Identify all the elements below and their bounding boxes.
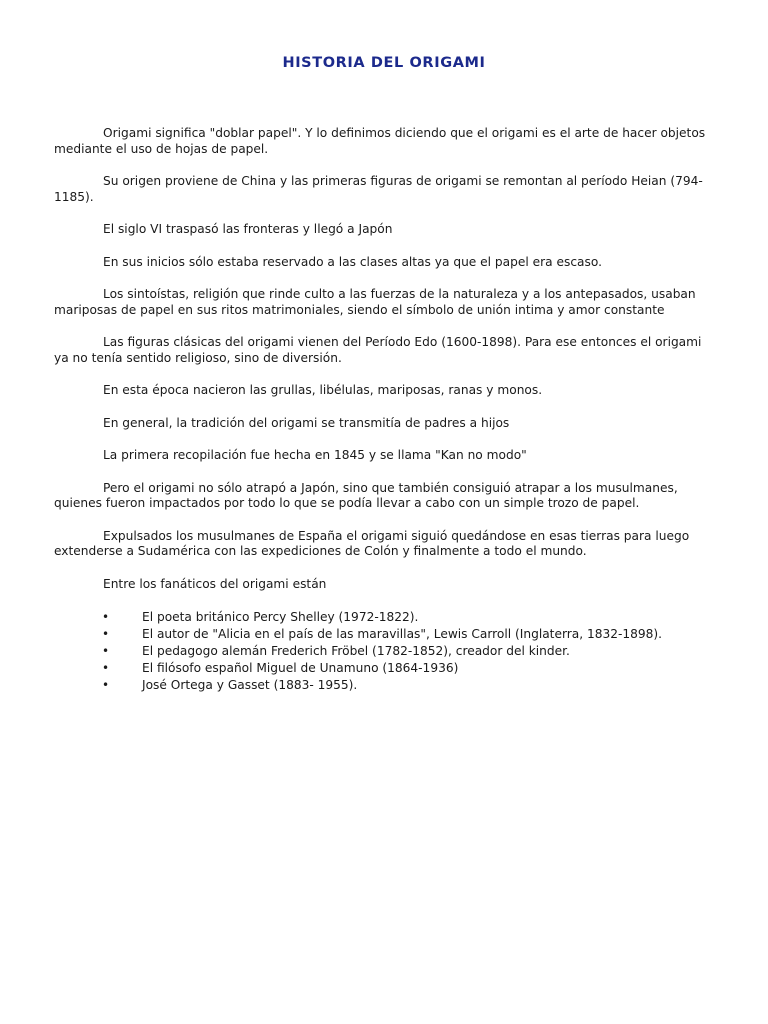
paragraph: En general, la tradición del origami se transmitía de padres a hijos	[103, 415, 510, 430]
list-item-text: El pedagogo alemán Frederich Fröbel (1782-1852), creador del kinder.	[142, 644, 570, 658]
bullet-icon: •	[102, 644, 110, 658]
paragraph: Los sintoístas, religión que rinde culto a las fuerzas de la naturaleza y a los antepasados, usaban mariposas de papel en sus ritos matrimoniales, siendo el símbolo de unión intima y amor constante	[54, 287, 696, 317]
origami-fans-list	[54, 609, 714, 694]
paragraph: Expulsados los musulmanes de España el origami siguió quedándose en esas tierras para luego extenderse a Sudamérica con las expediciones de Colón y finalmente a todo el mundo.	[54, 528, 690, 558]
paragraph: El siglo VI traspasó las fronteras y llegó a Japón	[103, 222, 393, 236]
list-item	[54, 660, 714, 677]
list-item	[54, 626, 714, 643]
paragraph: Su origen proviene de China y las primeras figuras de origami se remontan al período Heian (794-1185).	[54, 174, 703, 204]
bullet-icon: •	[102, 610, 110, 624]
list-item	[54, 677, 714, 694]
bullet-icon: •	[102, 627, 110, 641]
list-item	[54, 609, 714, 626]
list-item	[54, 643, 714, 660]
paragraph: Entre los fanáticos del origami están	[103, 576, 327, 591]
list-item-text: El poeta británico Percy Shelley (1972-1822).	[142, 610, 419, 624]
paragraph: Origami significa "doblar papel". Y lo definimos diciendo que el origami es el arte de hacer objetos mediante el uso de hojas de papel.	[54, 126, 706, 156]
document-body	[54, 126, 714, 694]
bullet-icon: •	[102, 678, 110, 692]
paragraph: Las figuras clásicas del origami vienen del Período Edo (1600-1898). Para ese entonces el origami ya no tenía sentido religioso, sino de diversión.	[54, 335, 702, 365]
list-item-text: José Ortega y Gasset (1883- 1955).	[142, 678, 358, 692]
paragraph: En esta época nacieron las grullas, libélulas, mariposas, ranas y monos.	[103, 383, 543, 397]
paragraph: En sus inicios sólo estaba reservado a las clases altas ya que el papel era escaso.	[103, 254, 602, 269]
document-title: HISTORIA DEL ORIGAMI	[282, 55, 486, 71]
paragraph: La primera recopilación fue hecha en 1845 y se llama "Kan no modo"	[103, 448, 527, 462]
list-item-text: El filósofo español Miguel de Unamuno (1864-1936)	[142, 661, 459, 675]
list-item-text: El autor de "Alicia en el país de las maravillas", Lewis Carroll (Inglaterra, 1832-1898).	[142, 627, 663, 641]
paragraph: Pero el origami no sólo atrapó a Japón, sino que también consiguió atrapar a los musulmanes, quienes fueron impactados por todo lo que se podía llevar a cabo con un simple trozo de papel.	[54, 480, 678, 510]
bullet-icon: •	[102, 661, 110, 675]
